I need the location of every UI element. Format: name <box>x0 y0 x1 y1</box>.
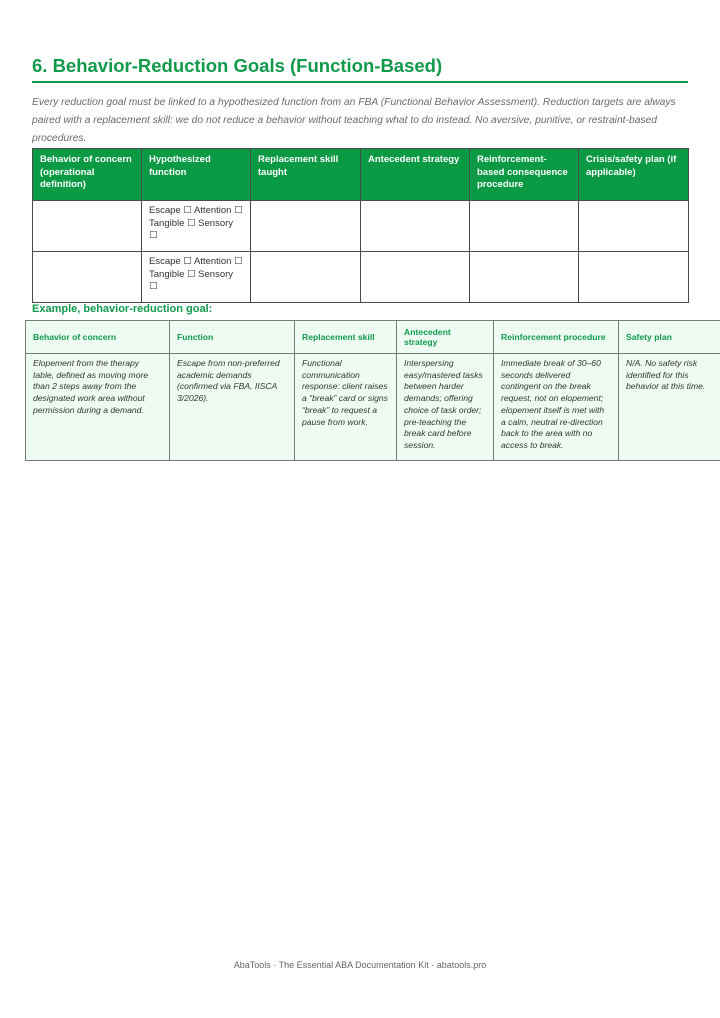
header-antecedent-strategy: Antecedent strategy <box>361 149 470 201</box>
safety-plan-cell[interactable] <box>579 252 689 303</box>
behavior-cell[interactable] <box>33 201 142 252</box>
header-crisis-safety-plan: Crisis/safety plan (if applicable) <box>579 149 689 201</box>
example-goal-table <box>25 320 720 461</box>
antecedent-strategy-cell[interactable] <box>361 252 470 303</box>
behavior-cell[interactable] <box>33 252 142 303</box>
table-row <box>33 201 689 252</box>
behavior-reduction-form-table <box>32 148 689 303</box>
example-reinforcement: Immediate break of 30–60 seconds delivered contingent on the break request, not on elopement; elopement itself is met with a calm, neutral re-direction back to the area with no access to break. <box>494 354 619 461</box>
function-options[interactable]: Escape ☐ Attention ☐ Tangible ☐ Sensory ☐ <box>142 201 251 252</box>
example-behavior: Elopement from the therapy table, defined as moving more than 2 steps away from the designated work area without permission during a demand. <box>26 354 170 461</box>
reinforcement-cell[interactable] <box>470 201 579 252</box>
antecedent-strategy-cell[interactable] <box>361 201 470 252</box>
example-safety-plan: N/A. No safety risk identified for this behavior at this time. <box>619 354 720 461</box>
example-header-reinforcement: Reinforcement procedure <box>494 321 619 354</box>
example-replacement-skill: Functional communication response: client raises a “break” card or signs “break” to request a pause from work. <box>295 354 397 461</box>
table-row <box>26 354 720 461</box>
header-behavior-of-concern: Behavior of concern (operational definition) <box>33 149 142 201</box>
example-header-behavior: Behavior of concern <box>26 321 170 354</box>
function-options[interactable]: Escape ☐ Attention ☐ Tangible ☐ Sensory ☐ <box>142 252 251 303</box>
example-header-replacement-skill: Replacement skill <box>295 321 397 354</box>
example-antecedent: Interspersing easy/mastered tasks between harder demands; offering choice of task order; pre-teaching the break card before session. <box>397 354 494 461</box>
table-row <box>33 252 689 303</box>
form-header-row <box>33 149 689 201</box>
example-header-safety-plan: Safety plan <box>619 321 720 354</box>
header-replacement-skill: Replacement skill taught <box>251 149 361 201</box>
header-hypothesized-function: Hypothesized function <box>142 149 251 201</box>
example-header-row <box>26 321 720 354</box>
header-reinforcement-procedure: Reinforcement-based consequence procedure <box>470 149 579 201</box>
page-footer: AbaTools · The Essential ABA Documentation Kit · abatools.pro <box>233 960 487 970</box>
replacement-skill-cell[interactable] <box>251 252 361 303</box>
example-header-antecedent: Antecedent strategy <box>397 321 494 354</box>
example-label: Example, behavior-reduction goal: <box>32 303 213 315</box>
section-title: 6. Behavior-Reduction Goals (Function-Based) <box>32 55 688 83</box>
example-header-function: Function <box>170 321 295 354</box>
safety-plan-cell[interactable] <box>579 201 689 252</box>
example-function: Escape from non-preferred academic demands (confirmed via FBA, IISCA 3/2026). <box>170 354 295 461</box>
reinforcement-cell[interactable] <box>470 252 579 303</box>
replacement-skill-cell[interactable] <box>251 201 361 252</box>
intro-text: Every reduction goal must be linked to a hypothesized function from an FBA (Functional Behavior Assessment). Reduction targets are always paired with a replacement skill: we do not reduce a behavior without teaching what to do instead. No aversive, punitive, or restraint-based procedures. <box>32 97 676 144</box>
